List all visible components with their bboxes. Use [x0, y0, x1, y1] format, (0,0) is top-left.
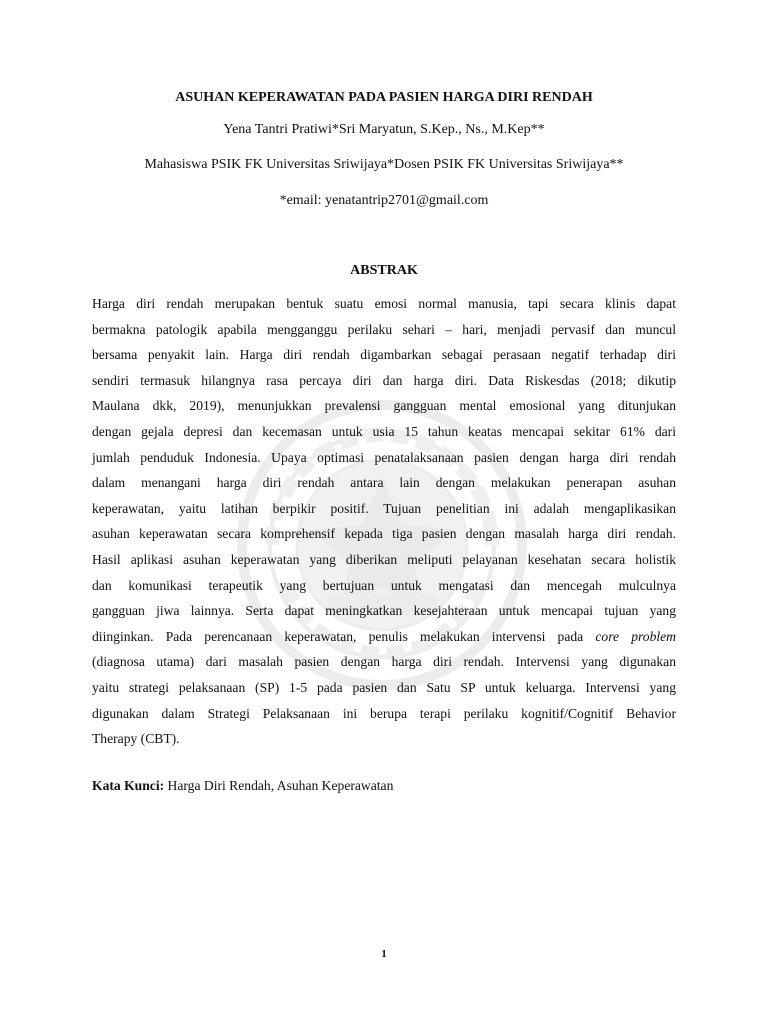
abstract-line-4: sendiri termasuk hilangnya rasa percaya diri dan harga diri. Data Riskesdas (2018; dikutip [92, 372, 676, 388]
keywords [92, 777, 393, 795]
paper-title: ASUHAN KEPERAWATAN PADA PASIEN HARGA DIRI RENDAH [175, 90, 593, 105]
abstract-line-3: bersama penyakit lain. Harga diri rendah digambarkan sebagai perasaan negatif terhadap diri [92, 347, 676, 363]
abstract-heading: ABSTRAK [350, 263, 418, 278]
abstract-line-17: digunakan dalam Strategi Pelaksanaan ini berupa terapi perilaku kognitif/Cognitif Behavior [92, 705, 676, 721]
abstract-line-5: Maulana dkk, 2019), menunjukkan prevalensi gangguan mental emosional yang ditunjukan [92, 398, 676, 414]
core-problem-term: core problem [595, 628, 676, 644]
abstract-line-12: dan komunikasi terapeutik yang bertujuan untuk mengatasi dan mencegah mulculnya [92, 577, 676, 593]
abstract-line-6: dengan gejala depresi dan kecemasan untuk usia 15 tahun keatas mencapai sekitar 61% dari [92, 423, 676, 439]
abstract-line-10: asuhan keperawatan secara komprehensif kepada tiga pasien dengan masalah harga diri rendah. [92, 526, 676, 542]
abstract-line-11: Hasil aplikasi asuhan keperawatan yang diberikan meliputi pelayanan kesehatan secara holistik [92, 551, 676, 567]
abstract-line-15: (diagnosa utama) dari masalah pasien dengan harga diri rendah. Intervensi yang digunakan [92, 654, 676, 670]
keywords-label: Kata Kunci: [92, 778, 165, 793]
abstract-line-16: yaitu strategi pelaksanaan (SP) 1-5 pada pasien dan Satu SP untuk keluarga. Intervensi yang [92, 679, 676, 695]
page-number: 1 [381, 948, 387, 960]
abstract-line-1: Harga diri rendah merupakan bentuk suatu emosi normal manusia, tapi secara klinis dapat [92, 296, 676, 311]
paper-authors: Yena Tantri Pratiwi*Sri Maryatun, S.Kep., Ns., M.Kep** [223, 122, 545, 137]
abstract-line-14 [92, 628, 676, 654]
abstract-line-9: keperawatan, yaitu latihan berpikir positif. Tujuan penelitian ini adalah mengaplikasikan [92, 500, 676, 516]
paper-affiliation: Mahasiswa PSIK FK Universitas Sriwijaya*Dosen PSIK FK Universitas Sriwijaya** [144, 157, 624, 172]
author-email[interactable]: *email: yenatantrip2701@gmail.com [279, 193, 489, 208]
keywords-value: Harga Diri Rendah, Asuhan Keperawatan [164, 778, 394, 793]
abstract-line-13: gangguan jiwa lainnya. Serta dapat meningkatkan kesejahteraan untuk mencapai tujuan yang [92, 603, 676, 619]
abstract-body [92, 295, 676, 756]
abstract-line-14-text: diinginkan. Pada perencanaan keperawatan, penulis melakukan intervensi pada [92, 628, 596, 644]
abstract-line-18: Therapy (CBT). [92, 731, 180, 747]
abstract-line-7: jumlah penduduk Indonesia. Upaya optimasi penatalaksanaan pasien dengan harga diri rendah [92, 449, 676, 465]
abstract-line-8: dalam menangani harga diri rendah antara lain dengan melakukan penerapan asuhan [92, 475, 676, 491]
abstract-line-2: bermakna patologik apabila mengganggu perilaku sehari – hari, menjadi pervasif dan muncul [92, 321, 676, 337]
